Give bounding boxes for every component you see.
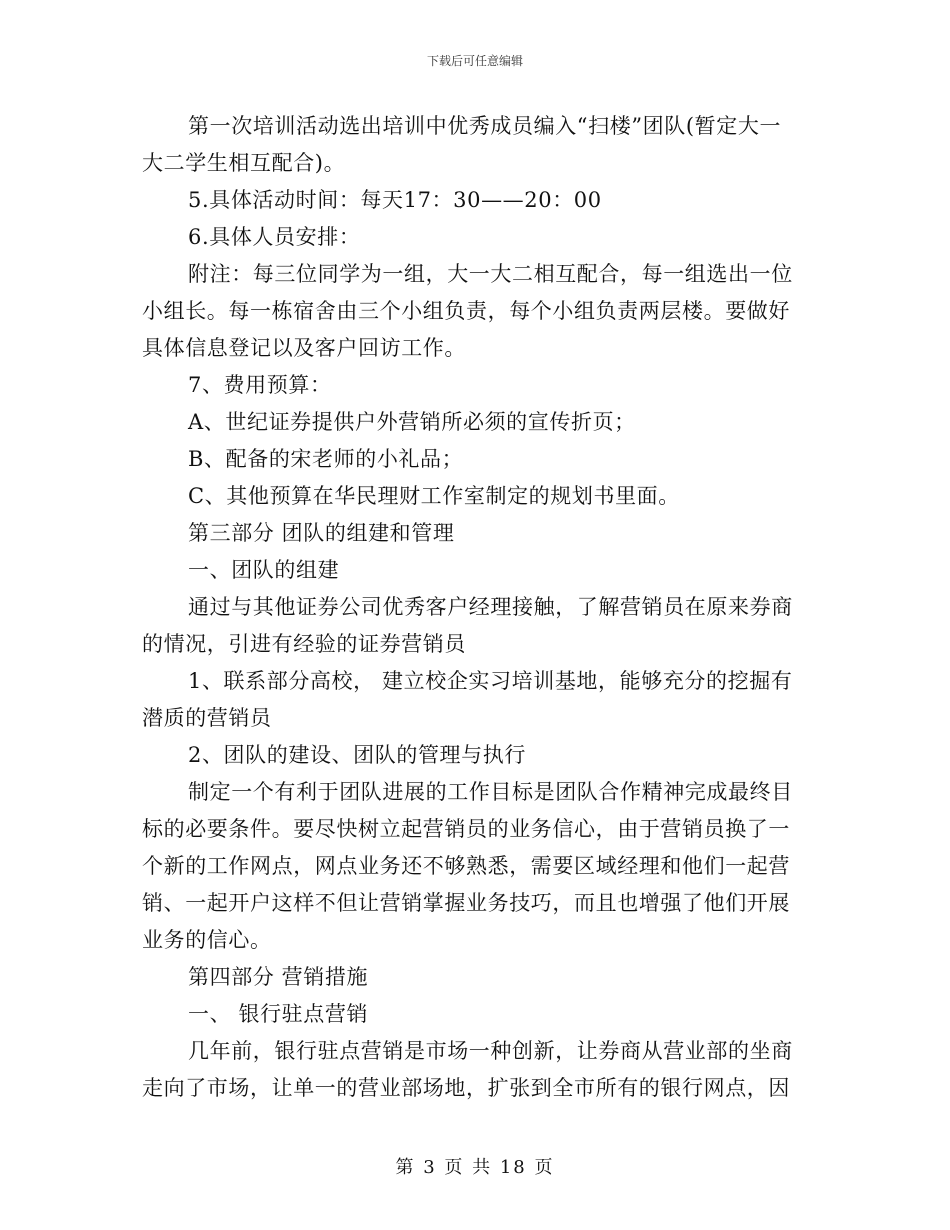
text-line: 1、联系部分高校， 建立校企实习培训基地，能够充分的挖掘有 [188,669,793,693]
text-line: 大二学生相互配合)。 [142,151,346,175]
text-line: 小组长。每一栋宿舍由三个小组负责，每个小组负责两层楼。要做好 [142,299,790,323]
text-line: 一、 银行驻点营销 [188,1002,369,1026]
text-line: 几年前，银行驻点营销是市场一种创新，让券商从营业部的坐商 [188,1039,793,1063]
text-line: 业务的信心。 [142,928,272,952]
text-line: 第一次培训活动选出培训中优秀成员编入“扫楼”团队(暂定大一 [188,114,782,138]
page-header: 下载后可任意编辑 [426,54,523,68]
text-line: B、配备的宋老师的小礼品； [188,447,464,471]
text-line: 2、团队的建设、团队的管理与执行 [188,743,526,767]
text-line: 第四部分 营销措施 [188,965,369,989]
page-footer: 第 3 页 共 18 页 [395,1157,555,1178]
text-line: 6.具体人员安排： [188,225,361,249]
text-line: 具体信息登记以及客户回访工作。 [142,336,466,360]
text-line: 制定一个有利于团队进展的工作目标是团队合作精神完成最终目 [188,780,793,804]
text-line: 的情况，引进有经验的证券营销员 [142,632,466,656]
text-line: 5.具体活动时间：每天17：30——20：00 [188,188,602,212]
text-line: 通过与其他证券公司优秀客户经理接触，了解营销员在原来券商 [188,595,793,619]
text-line: 一、团队的组建 [188,558,340,582]
text-line: 第三部分 团队的组建和管理 [188,521,455,545]
text-line: 7、费用预算： [188,373,332,397]
text-line: 潜质的营销员 [142,706,272,730]
text-line: A、世纪证券提供户外营销所必须的宣传折页； [188,410,636,434]
text-line: 个新的工作网点，网点业务还不够熟悉，需要区域经理和他们一起营 [142,854,790,878]
text-line: C、其他预算在华民理财工作室制定的规划书里面。 [188,484,680,508]
document-body [142,108,808,1107]
text-line: 标的必要条件。要尽快树立起营销员的业务信心，由于营销员换了一 [142,817,790,841]
text-line: 销、一起开户这样不但让营销掌握业务技巧，而且也增强了他们开展 [142,891,790,915]
text-line: 附注：每三位同学为一组，大一大二相互配合，每一组选出一位 [188,262,793,286]
text-line: 走向了市场，让单一的营业部场地，扩张到全市所有的银行网点，因 [142,1076,790,1100]
